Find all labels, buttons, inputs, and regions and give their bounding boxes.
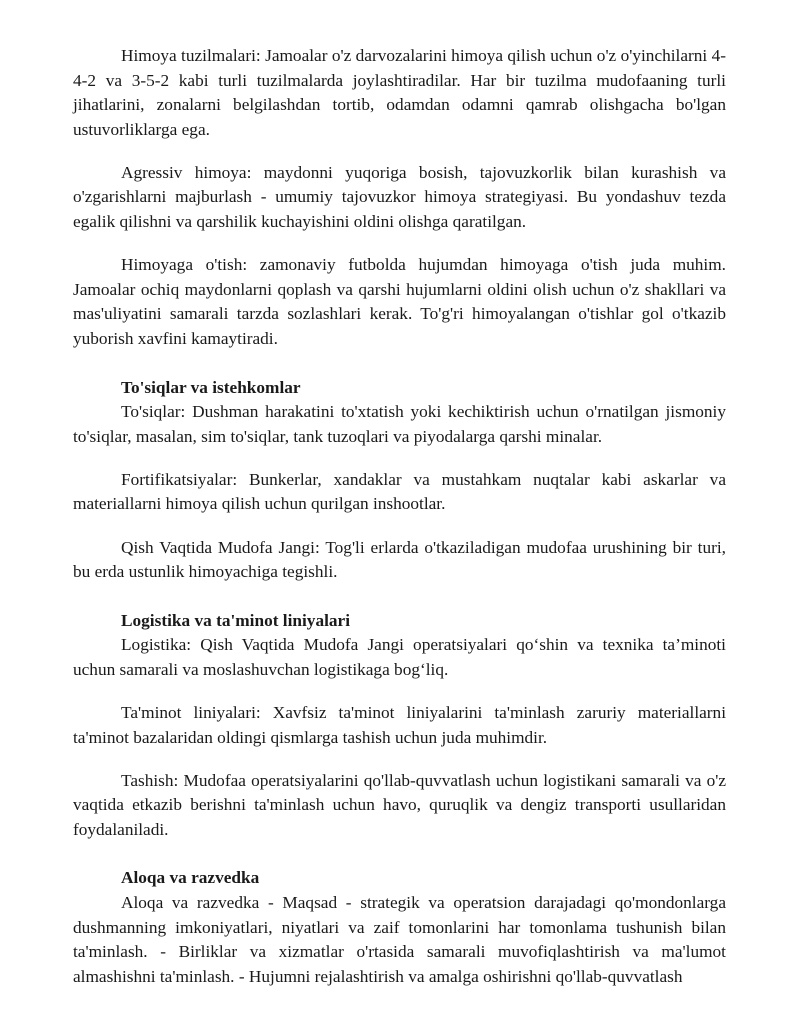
document-page — [73, 44, 726, 989]
paragraph-winter-defense: Qish Vaqtida Mudofa Jangi: Tog'li erlarda o'tkaziladigan mudofaa urushining bir turi, bu erda ustunlik himoyachiga tegishli. — [73, 537, 726, 582]
paragraph-transport: Tashish: Mudofaa operatsiyalarini qo'llab-quvvatlash uchun logistikani samarali va o'z vaqtida etkazib berishni ta'minlash uchun havo, quruqlik va dengiz transporti usullaridan foydalaniladi. — [73, 770, 726, 839]
paragraph-obstacles: To'siqlar: Dushman harakatini to'xtatish yoki kechiktirish uchun o'rnatilgan jismoniy to'siqlar, masalan, sim to'siqlar, tank tuzoqlari va piyodalarga qarshi minalar. — [73, 402, 726, 446]
paragraph-aggressive-defense: Agressiv himoya: maydonni yuqoriga bosish, tajovuzkorlik bilan kurashish va o'zgarishlarni majburlash - umumiy tajovuzkor himoya strategiyasi. Bu yondashuv tezda egalik qilishni va qarshilik kuchayishini oldini olishga qaratilgan. — [73, 162, 726, 232]
paragraph-fortifications: Fortifikatsiyalar: Bunkerlar, xandaklar va mustahkam nuqtalar kabi askarlar va materiallarni himoya qilish uchun qurilgan inshootlar. — [73, 469, 726, 514]
paragraph-logistics: Logistika: Qish Vaqtida Mudofa Jangi operatsiyalari qo‘shin va texnika ta’minoti uchun samarali va moslashuvchan logistikaga bog‘liq. — [73, 635, 726, 679]
paragraph-defense-formations: Himoya tuzilmalari: Jamoalar o'z darvozalarini himoya qilish uchun o'z o'yinchilarni 4-4-2 va 3-5-2 kabi turli tuzilmalarda joylashtiradilar. Har bir tuzilma mudofaaning turli jihatlarini, zonalarni belgilashdan tortib, odamdan odamni qamrab olishgacha bo'lgan ustuvorliklarga ega. — [73, 46, 726, 139]
section-heading-logistics: Logistika va ta'minot liniyalari — [121, 610, 350, 630]
paragraph-supply-lines: Ta'minot liniyalari: Xavfsiz ta'minot liniyalarini ta'minlash zaruriy materiallarni ta'minot bazalaridan oldingi qismlarga tashish uchun juda muhimdir. — [73, 702, 726, 747]
section-heading-communications: Aloqa va razvedka — [121, 868, 260, 888]
paragraph-communications: Aloqa va razvedka - Maqsad - strategik va operatsion darajadagi qo'mondonlarga dushmanning imkoniyatlari, niyatlari va zaif tomonlarini har tomonlama tushunish bilan ta'minlash. - Birliklar va xizmatlar o'rtasida samarali muvofiqlashtirish va ma'lumot almashishni ta'minlash. - Hujumni rejalashtirish va amalga oshirishni qo'llab-quvvatlash — [73, 893, 726, 986]
section-heading-obstacles: To'siqlar va istehkomlar — [121, 377, 301, 397]
paragraph-defensive-transition: Himoyaga o'tish: zamonaviy futbolda hujumdan himoyaga o'tish juda muhim. Jamoalar ochiq maydonlarni qoplash va qarshi hujumlarni oldini olish uchun o'z shakllari va mas'uliyatini samarali tarzda sozlashlari kerak. To'g'ri himoyalangan o'tishlar gol o'tkazib yuborish xavfini kamaytiradi. — [73, 255, 726, 348]
